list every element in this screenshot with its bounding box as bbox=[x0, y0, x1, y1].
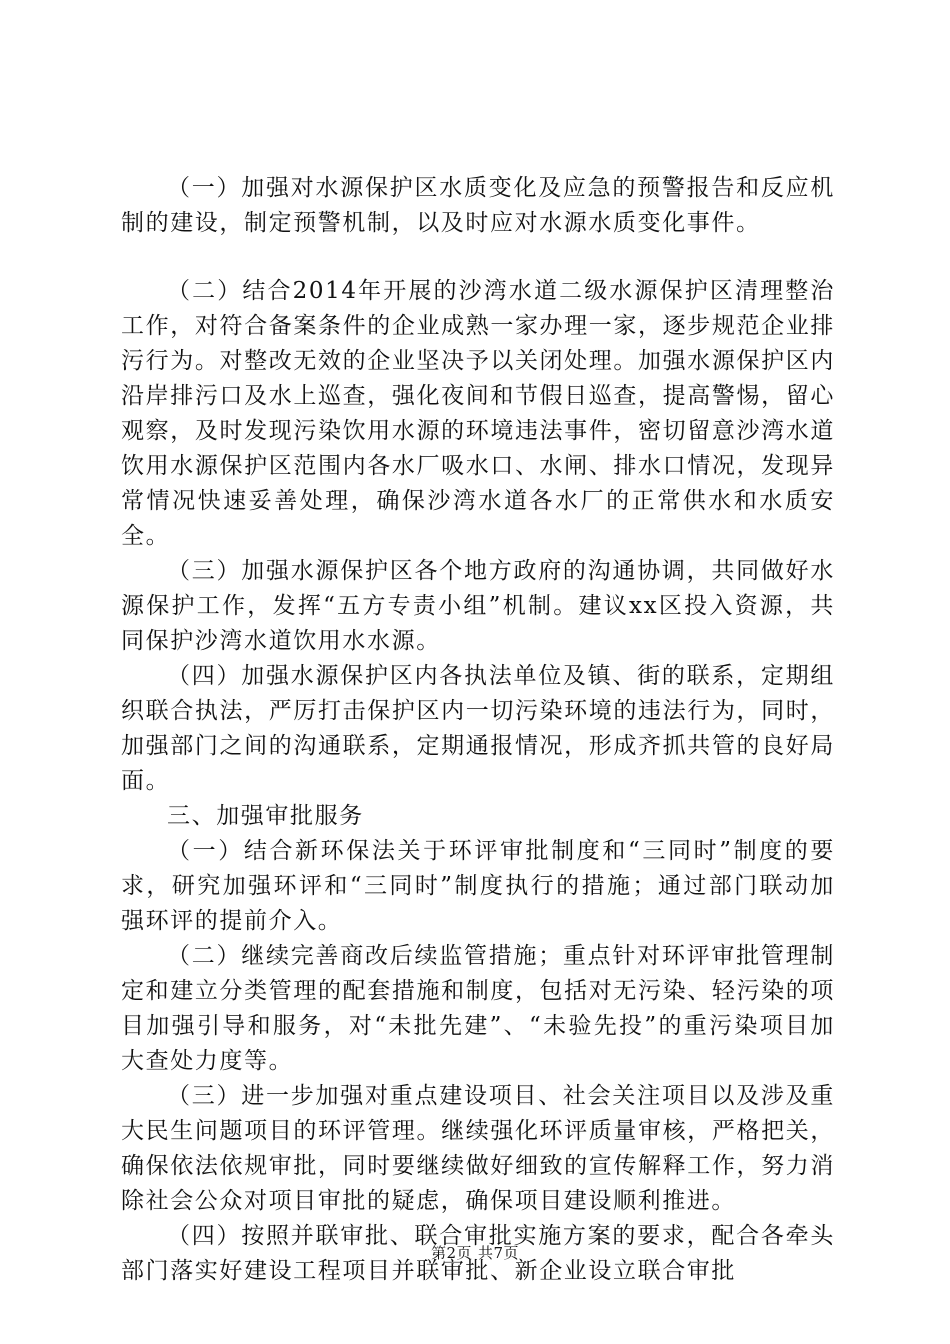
document-body bbox=[121, 171, 835, 1289]
paragraph-joint-enforcement: （四）加强水源保护区内各执法单位及镇、街的联系，定期组织联合执法，严厉打击保护区内一切污染环境的违法行为，同时，加强部门之间的沟通联系，定期通报情况，形成齐抓共管的良好局面。 bbox=[121, 663, 835, 794]
paragraph-water-warning: （一）加强对水源保护区水质变化及应急的预警报告和反应机制的建设，制定预警机制，以及时应对水源水质变化事件。 bbox=[121, 175, 835, 236]
paragraph-supervision-measures: （二）继续完善商改后续监管措施；重点针对环评审批管理制定和建立分类管理的配套措施和制度，包括对无污染、轻污染的项目加强引导和服务，对“未批先建”、“未验先投”的重污染项目加大查处力度等。 bbox=[121, 943, 835, 1074]
page-number: 第2页 bbox=[430, 1244, 472, 1262]
page-total: 共7页 bbox=[478, 1244, 520, 1262]
paragraph-new-law-approval: （一）结合新环保法关于环评审批制度和“三同时”制度的要求，研究加强环评和“三同时”制度执行的措施；通过部门联动加强环评的提前介入。 bbox=[121, 838, 835, 934]
paragraph-shawan-rectification: （二）结合2014年开展的沙湾水道二级水源保护区清理整治工作，对符合备案条件的企业成熟一家办理一家，逐步规范企业排污行为。对整改无效的企业坚决予以关闭处理。加强水源保护区内沿岸排污口及水上巡查，强化夜间和节假日巡查，提高警惕，留心观察，及时发现污染饮用水源的环境违法事件，密切留意沙湾水道饮用水源保护区范围内各水厂吸水口、水闸、排水口情况，发现异常情况快速妥善处理，确保沙湾水道各水厂的正常供水和水质安全。 bbox=[121, 278, 835, 549]
section-heading: 三、加强审批服务 bbox=[167, 803, 364, 829]
paragraph-government-coordination: （三）加强水源保护区各个地方政府的沟通协调，共同做好水源保护工作，发挥“五方专责小组”机制。建议xx区投入资源，共同保护沙湾水道饮用水水源。 bbox=[121, 558, 835, 654]
page-footer bbox=[0, 1243, 950, 1263]
paragraph-joint-approval: （四）按照并联审批、联合审批实施方案的要求，配合各牵头部门落实好建设工程项目并联审批、新企业设立联合审批 bbox=[121, 1223, 835, 1284]
paragraph-key-projects: （三）进一步加强对重点建设项目、社会关注项目以及涉及重大民生问题项目的环评管理。继续强化环评质量审核，严格把关，确保依法依规审批，同时要继续做好细致的宣传解释工作，努力消除社会公众对项目审批的疑虑，确保项目建设顺利推进。 bbox=[121, 1083, 835, 1214]
